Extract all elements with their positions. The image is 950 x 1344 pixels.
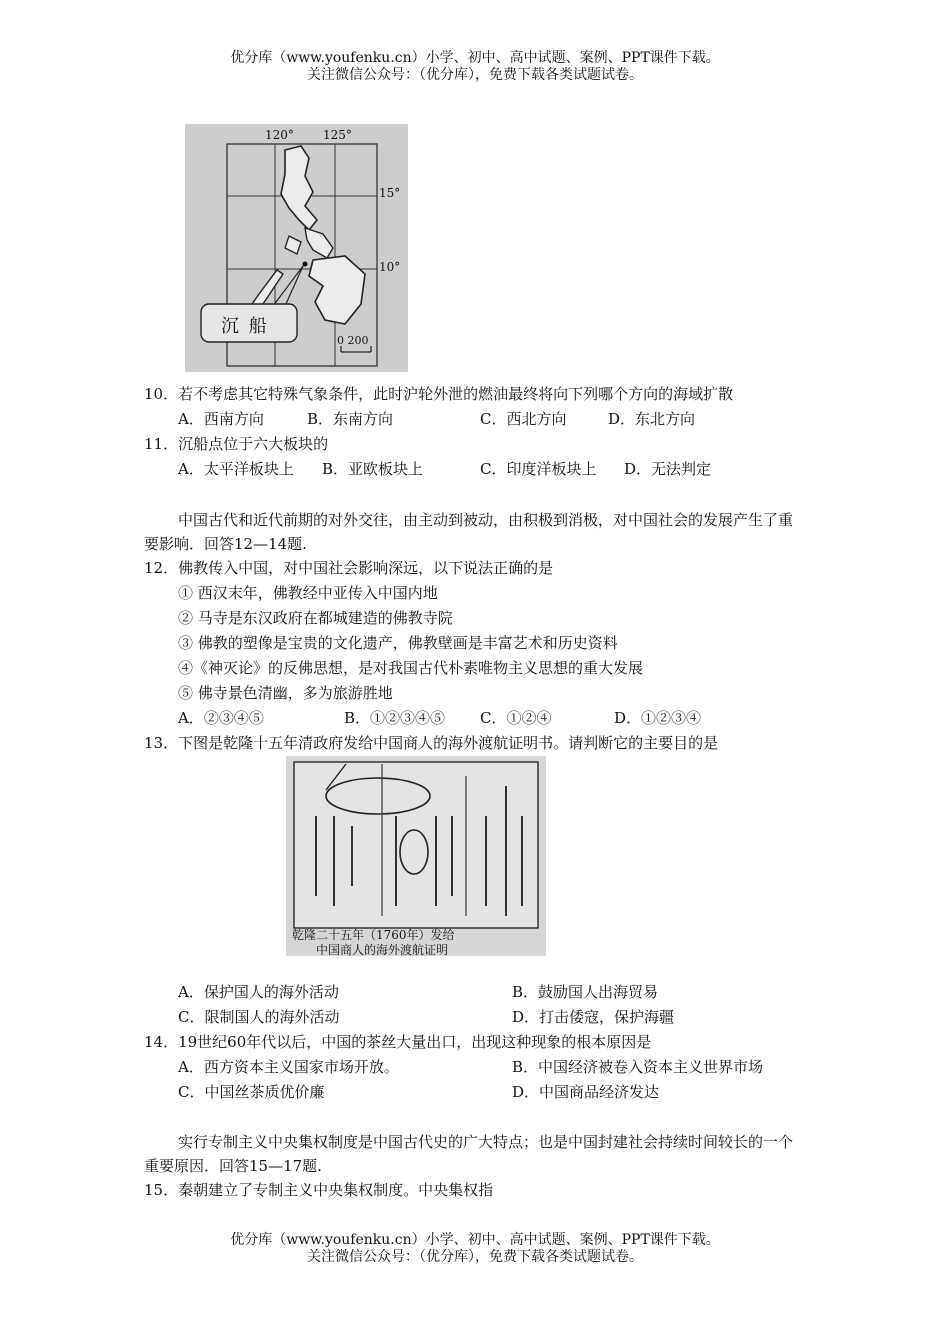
philippines-map-figure — [185, 124, 408, 372]
page-footer-line1: 优分库（www.youfenku.cn）小学、初中、高中试题、案例、PPT课件下载。 — [230, 1232, 720, 1248]
q12-stem: 12．佛教传入中国，对中国社会影响深远，以下说法正确的是 — [144, 559, 554, 577]
q13-option-b: B．鼓励国人出海贸易 — [512, 983, 659, 1001]
q12-statement-3: ③ 佛教的塑像是宝贵的文化遗产，佛教壁画是丰富艺术和历史资料 — [178, 634, 618, 652]
certificate-caption-line2: 中国商人的海外渡航证明 — [316, 943, 449, 957]
page-footer-line2: 关注微信公众号：（优分库），免费下载各类试题试卷。 — [307, 1249, 643, 1265]
q11-option-b: B．亚欧板块上 — [322, 460, 424, 478]
q10-option-c: C．西北方向 — [480, 410, 567, 428]
mindanao-island-shape — [309, 256, 365, 324]
map-graphic — [185, 124, 408, 372]
q10-option-b: B．东南方向 — [307, 410, 394, 428]
certificate-border — [294, 762, 538, 928]
page-header-line2: 关注微信公众号：（优分库），免费下载各类试题试卷。 — [307, 67, 643, 83]
q12-option-d: D．①②③④ — [614, 709, 702, 727]
q14-option-c: C．中国丝茶质优价廉 — [178, 1083, 325, 1101]
latitude-label-15: 15° — [379, 186, 401, 200]
visayas-island-shape — [305, 228, 333, 258]
intro-q12-14: 中国古代和近代前期的对外交往，由主动到被动，由积极到消极，对中国社会的发展产生了重要影响．回答12—14题. — [144, 511, 794, 553]
q12-option-a: A．②③④⑤ — [178, 709, 264, 727]
q13-option-a: A．保护国人的海外活动 — [178, 983, 339, 1001]
intro-q15-17: 实行专制主义中央集权制度是中国古代史的广大特点；也是中国封建社会持续时间较长的一个重要原因．回答15—17题. — [144, 1133, 794, 1175]
q14-option-b: B．中国经济被卷入资本主义世界市场 — [512, 1058, 764, 1076]
q12-statement-2: ② 马寺是东汉政府在都城建造的佛教寺院 — [178, 609, 453, 627]
q11-stem: 11．沉船点位于六大板块的 — [144, 435, 329, 453]
q12-statement-5: ⑤ 佛寺景色清幽，多为旅游胜地 — [178, 684, 393, 702]
q13-option-c: C．限制国人的海外活动 — [178, 1008, 340, 1026]
q11-option-c: C．印度洋板块上 — [480, 460, 597, 478]
q11-option-a: A．太平洋板块上 — [178, 460, 294, 478]
q10-option-d: D．东北方向 — [608, 410, 696, 428]
q12-option-b: B．①②③④⑤ — [344, 709, 446, 727]
navigation-certificate-figure — [286, 756, 546, 956]
scale-label: 0 200 — [337, 334, 369, 347]
q12-option-c: C．①②④ — [480, 709, 552, 727]
q14-option-a: A．西方资本主义国家市场开放。 — [178, 1058, 399, 1076]
mindoro-island-shape — [285, 236, 301, 254]
q14-stem: 14．19世纪60年代以后，中国的茶丝大量出口，出现这种现象的根本原因是 — [144, 1033, 652, 1051]
shipwreck-label: 沉 船 — [221, 316, 269, 337]
q12-statement-4: ④《神灭论》的反佛思想，是对我国古代朴素唯物主义思想的重大发展 — [178, 659, 644, 677]
certificate-caption-line1: 乾隆二十五年（1760年）发给 — [292, 928, 455, 942]
longitude-label-125: 125° — [323, 128, 352, 142]
wreck-point — [303, 262, 308, 267]
q14-option-d: D．中国商品经济发达 — [512, 1083, 660, 1101]
q12-statement-1: ① 西汉末年，佛教经中亚传入中国内地 — [178, 584, 438, 602]
latitude-label-10: 10° — [379, 260, 401, 274]
q10-stem: 10．若不考虑其它特殊气象条件，此时沪轮外泄的燃油最终将向下列哪个方向的海域扩散 — [144, 385, 734, 403]
longitude-label-120: 120° — [265, 128, 294, 142]
q10-option-a: A．西南方向 — [178, 410, 264, 428]
q15-stem: 15．秦朝建立了专制主义中央集权制度。中央集权指 — [144, 1181, 494, 1199]
luzon-island-shape — [281, 146, 317, 230]
q13-stem: 13．下图是乾隆十五年清政府发给中国商人的海外渡航证明书。请判断它的主要目的是 — [144, 734, 719, 752]
q13-option-d: D．打击倭寇，保护海疆 — [512, 1008, 675, 1026]
page-header-line1: 优分库（www.youfenku.cn）小学、初中、高中试题、案例、PPT课件下载。 — [230, 50, 720, 66]
q11-option-d: D．无法判定 — [624, 460, 712, 478]
